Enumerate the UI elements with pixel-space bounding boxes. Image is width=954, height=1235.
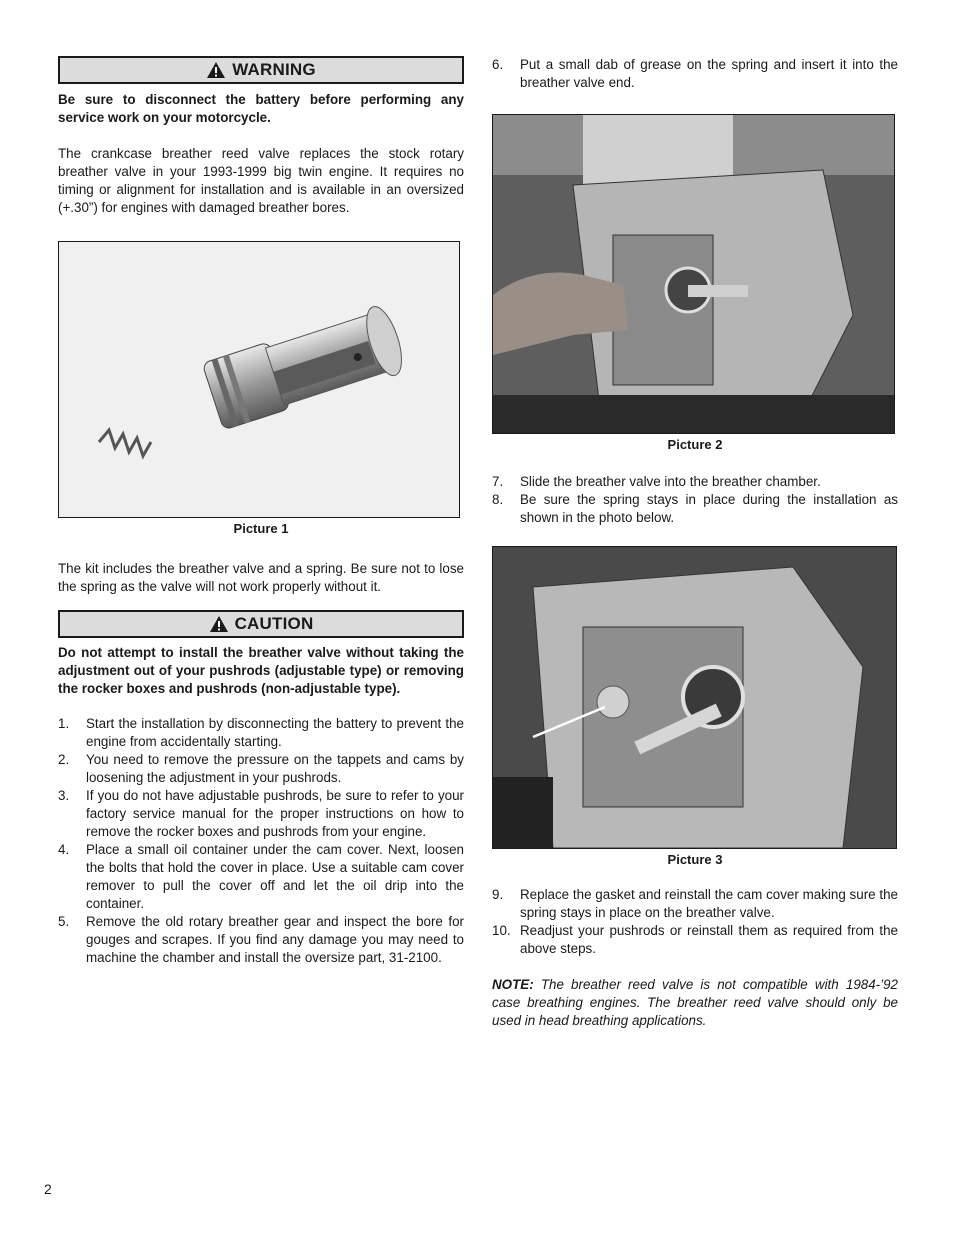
list-item: 1. Start the installation by disconnecting the battery to prevent the engine from accidentally starting.: [58, 716, 464, 749]
list-item: 8. Be sure the spring stays in place during the installation as shown in the photo below.: [492, 492, 898, 525]
picture-3-image: [492, 546, 897, 849]
steps-list-mid: [492, 473, 898, 527]
list-item: 4. Place a small oil container under the cam cover. Next, loosen the bolts that hold the cover in place. Use a suitable cam cover remover to pull the cover off and let the oil drip into the container.: [58, 842, 464, 911]
steps-list-end: [492, 886, 898, 958]
warning-banner: [58, 56, 464, 84]
picture-1-image: [58, 241, 460, 518]
steps-list-step6: [492, 56, 898, 92]
caution-banner: [58, 610, 464, 638]
note-text: The breather reed valve is not compatible with 1984-’92 case breathing engines. The breather reed valve should only be used in head breathing applications.: [492, 977, 898, 1028]
caution-label: CAUTION: [234, 614, 314, 633]
picture-3-caption: Picture 3: [667, 852, 723, 867]
right-column: [492, 56, 898, 1030]
list-item: 5. Remove the old rotary breather gear and inspect the bore for gouges and scrapes. If you find any damage you may need to machine the chamber and install the oversize part, 31-2100.: [58, 914, 464, 965]
picture-2-image: [492, 114, 895, 434]
list-item: 3. If you do not have adjustable pushrods, be sure to refer to your factory service manual for the proper instructions on how to remove the rocker boxes and pushrods from your engine.: [58, 788, 464, 839]
kit-paragraph: The kit includes the breather valve and a spring. Be sure not to lose the spring as the valve will not work properly without it.: [58, 561, 464, 594]
list-item: 9. Replace the gasket and reinstall the cam cover making sure the spring stays in place on the breather valve.: [492, 887, 898, 920]
caution-triangle-icon: [209, 615, 229, 633]
note-paragraph: [492, 976, 898, 1030]
steps-list-left: [58, 715, 464, 967]
intro-paragraph: The crankcase breather reed valve replaces the stock rotary breather valve in your 1993-1999 big twin engine. It requires no timing or alignment for installation and is available in an oversized (+.30”) for engines with damaged breather bores.: [58, 146, 464, 215]
picture-1-caption: Picture 1: [233, 521, 289, 536]
warning-triangle-icon: [206, 61, 226, 79]
caution-text: Do not attempt to install the breather valve without taking the adjustment out of your pushrods (adjustable type) or removing the rocker boxes and pushrods (non-adjustable type).: [58, 645, 464, 696]
list-item: 6. Put a small dab of grease on the spring and insert it into the breather valve end.: [492, 57, 898, 90]
list-item: 7. Slide the breather valve into the breather chamber.: [492, 474, 821, 489]
warning-text: Be sure to disconnect the battery before performing any service work on your motorcycle.: [58, 92, 464, 125]
page-number: 2: [44, 1181, 52, 1197]
left-column: [58, 56, 464, 967]
note-label: NOTE:: [492, 977, 534, 992]
list-item: 2. You need to remove the pressure on the tappets and cams by loosening the adjustment in your pushrods.: [58, 752, 464, 785]
warning-label: WARNING: [232, 60, 316, 79]
picture-2-caption: Picture 2: [667, 437, 723, 452]
list-item: 10. Readjust your pushrods or reinstall them as required from the above steps.: [492, 923, 898, 956]
